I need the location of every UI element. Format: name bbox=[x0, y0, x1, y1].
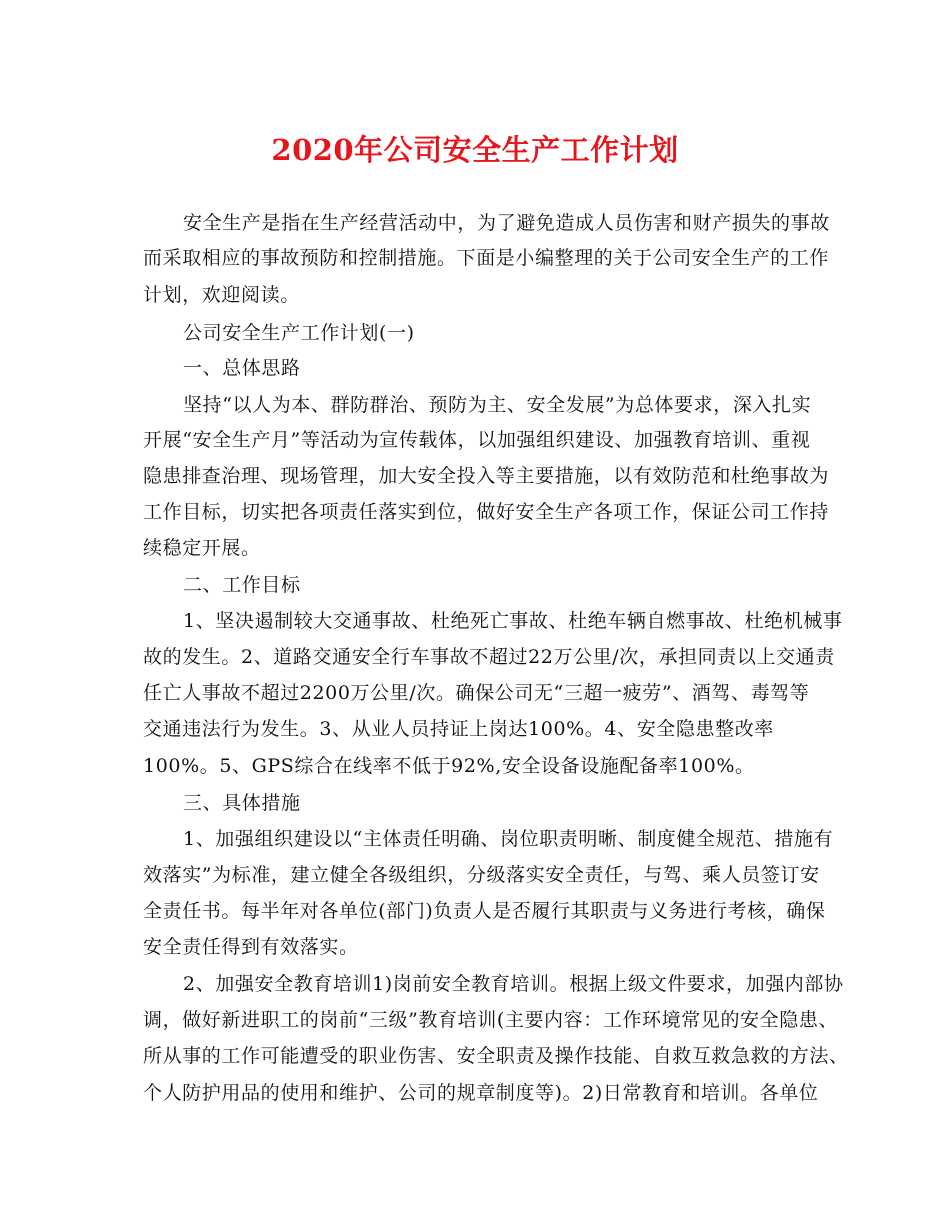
section-heading: 一、总体思路 bbox=[183, 357, 301, 379]
paragraph-line: 工作目标，切实把各项责任落实到位，做好安全生产各项工作，保证公司工作持 bbox=[143, 501, 830, 523]
paragraph-line: 1、坚决遏制较大交通事故、杜绝死亡事故、杜绝车辆自燃事故、杜绝机械事 bbox=[183, 610, 843, 632]
paragraph-line: 全责任书。每半年对各单位(部门)负责人是否履行其职责与义务进行考核，确保 bbox=[143, 900, 826, 922]
paragraph-line: 开展“安全生产月”等活动为宣传载体，以加强组织建设、加强教育培训、重视 bbox=[143, 429, 811, 451]
paragraph-line: 所从事的工作可能遭受的职业伤害、安全职责及操作技能、自救互救急救的方法、 bbox=[143, 1045, 849, 1067]
paragraph-line: 安全生产是指在生产经营活动中，为了避免造成人员伤害和财产损失的事故 bbox=[183, 212, 830, 234]
paragraph-line: 个人防护用品的使用和维护、公司的规章制度等)。2)日常教育和培训。各单位 bbox=[143, 1082, 819, 1104]
paragraph-line: 而采取相应的事故预防和控制措施。下面是小编整理的关于公司安全生产的工作 bbox=[143, 247, 830, 269]
paragraph-line: 效落实”为标准，建立健全各级组织，分级落实安全责任，与驾、乘人员签订安 bbox=[143, 864, 820, 886]
paragraph-line: 1、加强组织建设以“主体责任明确、岗位职责明晰、制度健全规范、措施有 bbox=[183, 828, 834, 850]
section-heading: 公司安全生产工作计划(一) bbox=[183, 322, 415, 344]
paragraph-line: 续稳定开展。 bbox=[143, 537, 261, 559]
paragraph-line: 交通违法行为发生。3、从业人员持证上岗达100%。4、安全隐患整改率 bbox=[143, 718, 774, 740]
section-heading: 二、工作目标 bbox=[183, 574, 301, 596]
document-title: 2020年公司安全生产工作计划 bbox=[271, 133, 679, 167]
paragraph-line: 100%。5、GPS综合在线率不低于92%,安全设备设施配备率100%。 bbox=[143, 755, 755, 777]
section-heading: 三、具体措施 bbox=[183, 792, 301, 814]
paragraph-line: 调，做好新进职工的岗前“三级”教育培训(主要内容：工作环境常见的安全隐患、 bbox=[143, 1009, 839, 1031]
paragraph-line: 坚持“以人为本、群防群治、预防为主、安全发展”为总体要求，深入扎实 bbox=[183, 394, 812, 416]
paragraph-line: 任亡人事故不超过2200万公里/次。确保公司无“三超一疲劳”、酒驾、毒驾等 bbox=[143, 682, 810, 704]
paragraph-line: 安全责任得到有效落实。 bbox=[143, 936, 359, 958]
paragraph-line: 2、加强安全教育培训1)岗前安全教育培训。根据上级文件要求，加强内部协 bbox=[183, 973, 844, 995]
paragraph-line: 隐患排查治理、现场管理，加大安全投入等主要措施，以有效防范和杜绝事故为 bbox=[143, 465, 830, 487]
paragraph-line: 计划，欢迎阅读。 bbox=[143, 284, 300, 306]
paragraph-line: 故的发生。2、道路交通安全行车事故不超过22万公里/次，承担同责以上交通责 bbox=[143, 646, 835, 668]
